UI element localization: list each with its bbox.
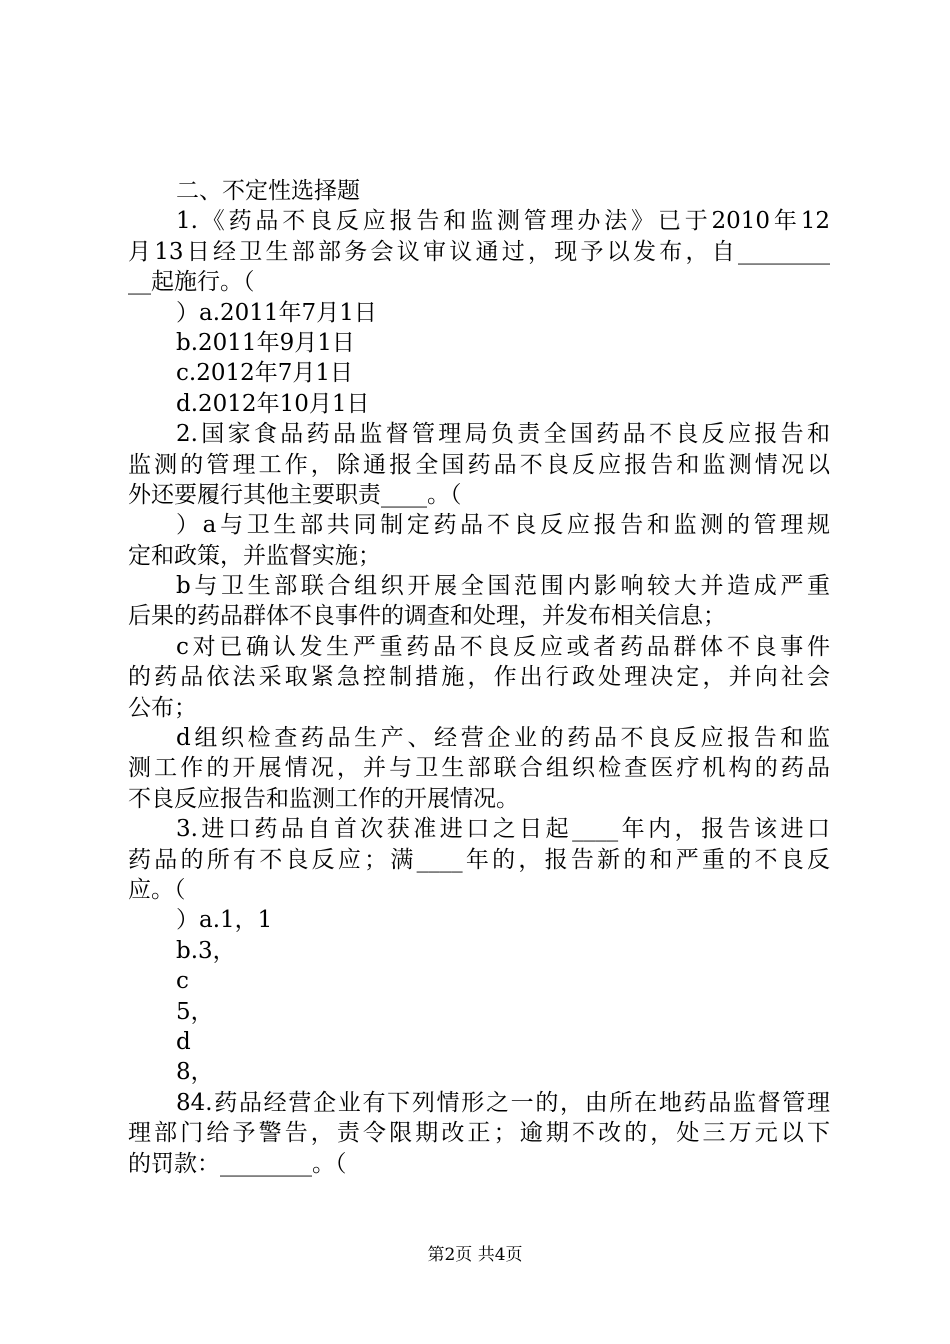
q1-option-b: b.2011年9月1日 [176,329,355,356]
q1-line-3: __起施行。（ [128,269,255,296]
q4-line-2: 理部门给予警告，责令限期改正；逾期不改的，处三万元以下 [128,1120,830,1147]
q2-option-b-line-2: 后果的药品群体不良事件的调查和处理，并发布相关信息； [128,603,726,630]
q2-option-d-line-1: d组织检查药品生产、经营企业的药品不良反应报告和监 [176,725,830,752]
q3-line-3: 应。（ [128,876,186,903]
q2-line-3: 外还要履行其他主要职责____。（ [128,481,462,508]
q3-option-c-label: c [176,968,189,995]
q3-option-c-value: 5， [176,998,214,1025]
q4-line-1: 84.药品经营企业有下列情形之一的，由所在地药品监督管理 [176,1089,830,1116]
q3-option-d-label: d [176,1028,191,1055]
q1-option-a: ）a.2011年7月1日 [176,299,377,326]
q1-line-2: 月13日经卫生部部务会议审议通过，现予以发布，自________ [128,238,830,265]
q3-line-1: 3.进口药品自首次获准进口之日起____年内，报告该进口 [176,816,830,843]
q2-option-c-line-3: 公布； [128,694,197,721]
document-body [128,176,830,1179]
q2-line-1: 2.国家食品药品监督管理局负责全国药品不良反应报告和 [176,421,830,448]
page-footer: 第2页 共4页 [427,1245,523,1265]
q2-line-2: 监测的管理工作，除通报全国药品不良反应报告和监测情况以 [128,451,830,478]
q2-option-a-line-2: 定和政策，并监督实施； [128,542,381,569]
q3-option-b: b.3， [176,937,236,964]
q2-option-d-line-3: 不良反应报告和监测工作的开展情况。 [128,785,519,812]
q3-option-d-value: 8， [176,1059,214,1086]
q1-option-d: d.2012年10月1日 [176,390,370,417]
q1-line-1: 1.《药品不良反应报告和监测管理办法》已于2010年12 [176,208,830,235]
q2-option-b-line-1: b与卫生部联合组织开展全国范围内影响较大并造成严重 [176,573,830,600]
section-title: 二、不定性选择题 [176,178,360,204]
q1-option-c: c.2012年7月1日 [176,360,353,387]
q3-option-a: ）a.1，1 [176,907,273,934]
q3-line-2: 药品的所有不良反应；满____年的，报告新的和严重的不良反 [128,846,830,873]
q2-option-c-line-2: 的药品依法采取紧急控制措施，作出行政处理决定，并向社会 [128,664,830,691]
q2-option-a-line-1: ）a与卫生部共同制定药品不良反应报告和监测的管理规 [176,512,830,539]
q4-line-3: 的罚款：________。（ [128,1150,347,1177]
q2-option-d-line-2: 测工作的开展情况，并与卫生部联合组织检查医疗机构的药品 [128,755,830,782]
q2-option-c-line-1: c对已确认发生严重药品不良反应或者药品群体不良事件 [176,633,830,660]
